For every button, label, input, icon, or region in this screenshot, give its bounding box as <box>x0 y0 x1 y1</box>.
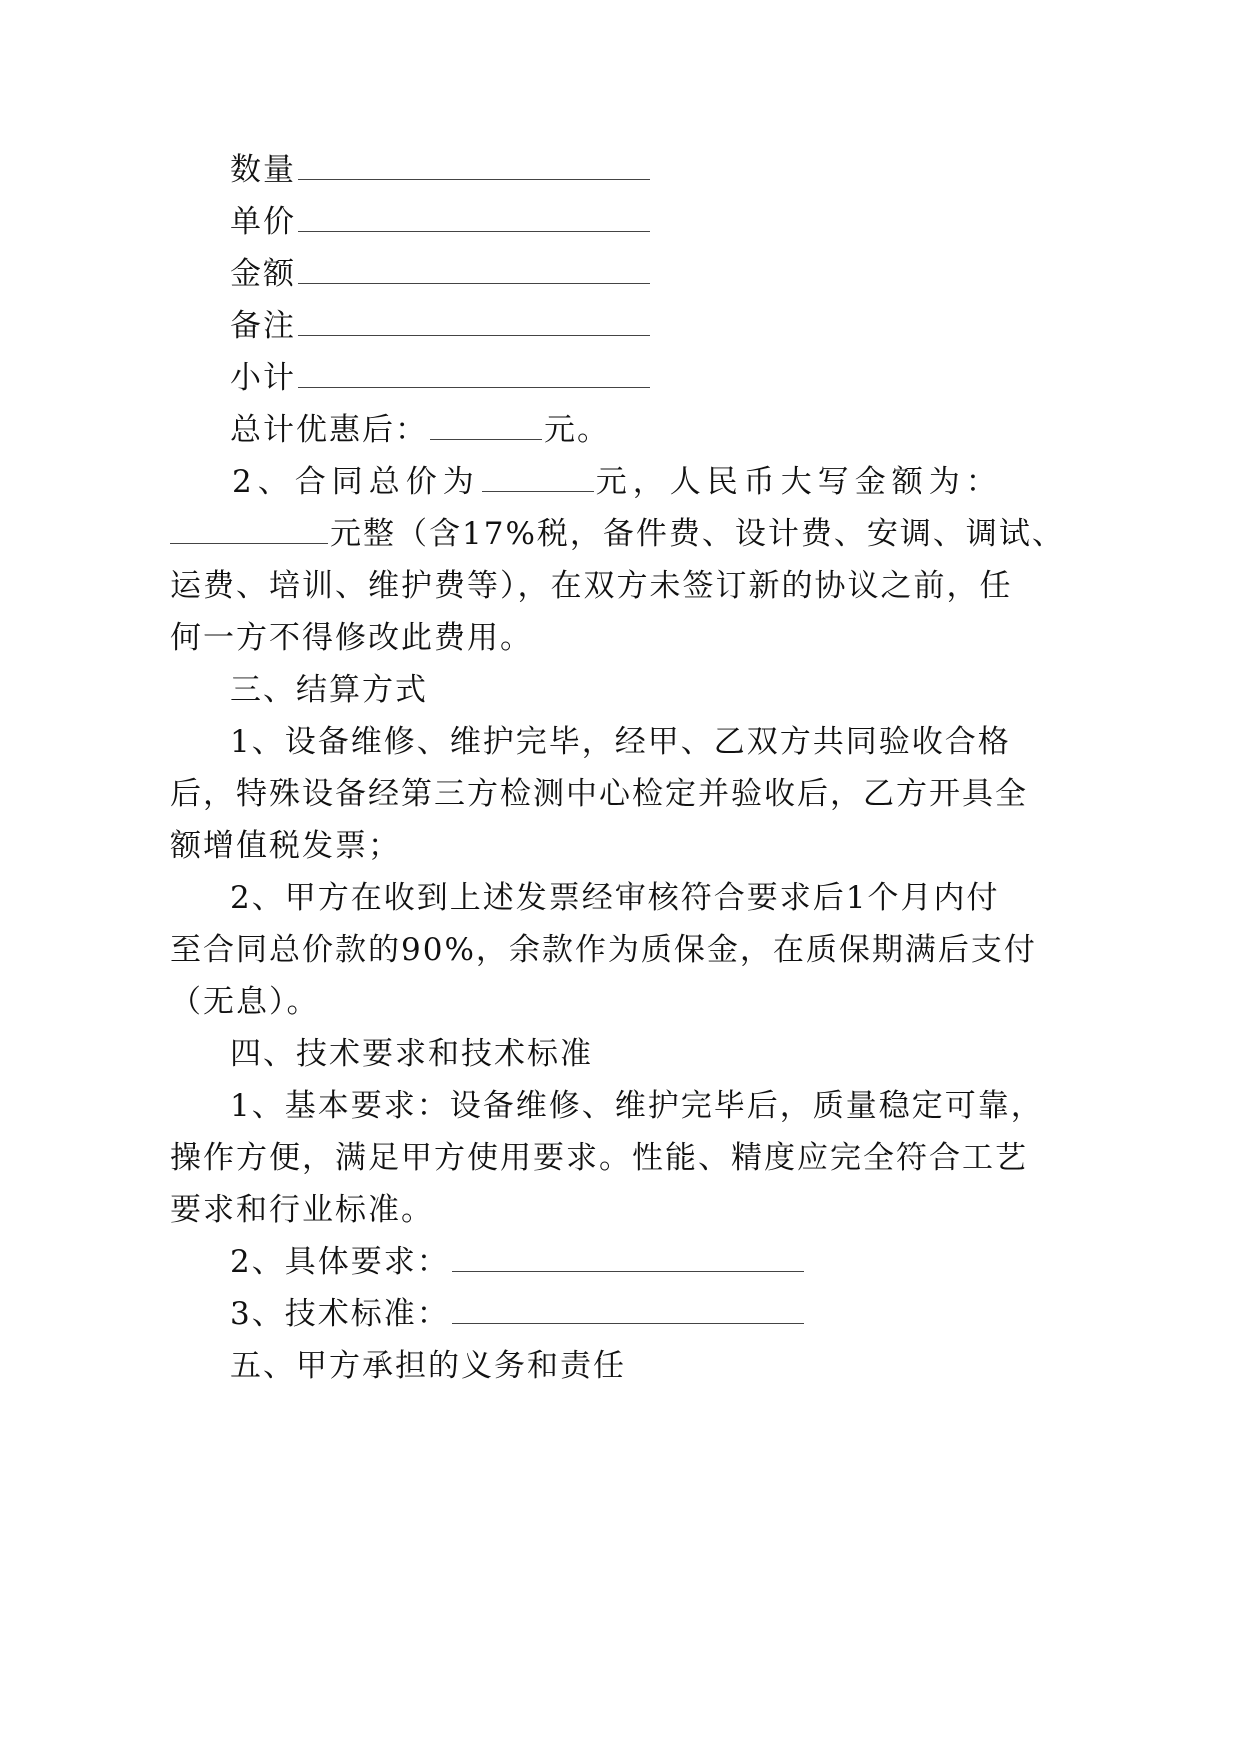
technical-standards-label: 3、技术标准： <box>230 1296 450 1332</box>
field-row-subtotal <box>230 358 1090 398</box>
section-4-item-3 <box>230 1294 1090 1334</box>
clause-2-line-1 <box>232 462 1044 502</box>
fill-blank[interactable] <box>298 307 650 336</box>
section-4-item-2 <box>230 1242 1090 1282</box>
clause-2-suffix: 元，人民币大写金额为： <box>595 464 1003 500</box>
field-label: 备注 <box>230 308 296 344</box>
fill-blank[interactable] <box>298 359 650 388</box>
section-3-item-1-line-3: 额增值税发票； <box>170 828 401 864</box>
total-suffix: 元。 <box>544 412 610 448</box>
clause-2-line-4: 何一方不得修改此费用。 <box>170 620 533 656</box>
field-row-quantity <box>230 150 1090 190</box>
section-3-item-1-line-2: 后，特殊设备经第三方检测中心检定并验收后，乙方开具全 <box>170 776 1028 812</box>
fill-blank[interactable] <box>298 151 650 180</box>
field-label: 数量 <box>230 152 296 188</box>
fill-blank[interactable] <box>298 255 650 284</box>
section-3-heading: 三、结算方式 <box>230 672 428 708</box>
total-line <box>230 410 1090 450</box>
clause-2-line-2-text: 元整（含17%税，备件费、设计费、安调、调试、 <box>330 516 1065 552</box>
section-5-heading: 五、甲方承担的义务和责任 <box>230 1348 626 1384</box>
section-3-item-2-line-1: 2、甲方在收到上述发票经审核符合要求后1个月内付 <box>230 880 1000 916</box>
clause-2-line-2 <box>170 514 1065 554</box>
field-label: 小计 <box>230 360 296 396</box>
clause-2-prefix: 2、合同总价为 <box>232 464 480 500</box>
field-row-remarks <box>230 306 1090 346</box>
section-4-item-1-line-2: 操作方便，满足甲方使用要求。性能、精度应完全符合工艺 <box>170 1140 1028 1176</box>
section-4-item-1-line-1: 1、基本要求：设备维修、维护完毕后，质量稳定可靠， <box>230 1088 1044 1124</box>
section-3-item-2-line-3: （无息）。 <box>170 984 320 1020</box>
field-label: 单价 <box>230 204 296 240</box>
specific-requirements-blank[interactable] <box>452 1243 804 1272</box>
total-label: 总计优惠后： <box>230 412 428 448</box>
section-3-item-2-line-2: 至合同总价款的90%，余款作为质保金，在质保期满后支付 <box>170 932 1037 968</box>
section-4-item-1-line-3: 要求和行业标准。 <box>170 1192 434 1228</box>
technical-standards-blank[interactable] <box>452 1295 804 1324</box>
specific-requirements-label: 2、具体要求： <box>230 1244 450 1280</box>
section-3-item-1-line-1: 1、设备维修、维护完毕，经甲、乙双方共同验收合格 <box>230 724 1011 760</box>
field-label: 金额 <box>230 256 296 292</box>
section-4-heading: 四、技术要求和技术标准 <box>230 1036 593 1072</box>
fill-blank[interactable] <box>298 203 650 232</box>
field-row-amount <box>230 254 1090 294</box>
total-price-blank[interactable] <box>482 463 594 492</box>
amount-words-blank[interactable] <box>170 515 328 544</box>
total-blank[interactable] <box>430 411 542 440</box>
clause-2-line-3: 运费、培训、维护费等），在双方未签订新的协议之前，任 <box>170 568 1013 604</box>
field-row-unit-price <box>230 202 1090 242</box>
